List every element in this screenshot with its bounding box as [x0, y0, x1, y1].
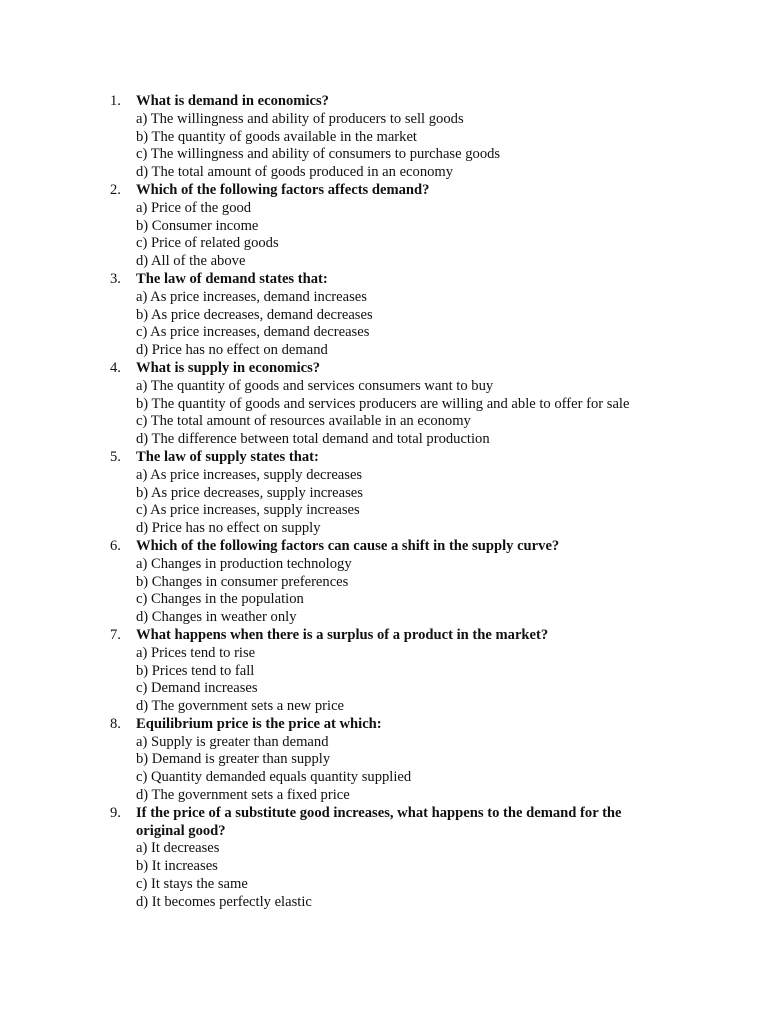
answer-option: b) The quantity of goods and services producers are willing and able to offer for sale — [136, 395, 630, 412]
answer-option: a) As price increases, demand increases — [136, 288, 367, 305]
answer-option: c) As price increases, supply increases — [136, 502, 360, 519]
answer-option: c) Demand increases — [136, 680, 258, 697]
answer-options — [136, 200, 670, 271]
question-item — [110, 182, 670, 271]
answer-option: d) Price has no effect on demand — [136, 342, 328, 359]
answer-options — [136, 556, 670, 627]
question-text: What is supply in economics? — [136, 359, 321, 376]
question-text: The law of supply states that: — [136, 448, 319, 465]
answer-options — [136, 734, 670, 805]
question-item — [110, 271, 670, 360]
answer-option: a) Price of the good — [136, 199, 252, 216]
answer-option: d) Price has no effect on supply — [136, 520, 321, 537]
question-text: Which of the following factors can cause a shift in the supply curve? — [136, 537, 560, 554]
answer-option: a) As price increases, supply decreases — [136, 466, 363, 483]
answer-option: b) As price decreases, demand decreases — [136, 306, 373, 323]
answer-option: b) It increases — [136, 858, 218, 875]
question-text: If the price of a substitute good increases, what happens to the demand for the original good? — [136, 804, 622, 839]
answer-options — [136, 289, 670, 360]
answer-option: d) The government sets a new price — [136, 698, 345, 715]
question-item — [110, 716, 670, 805]
answer-option: c) As price increases, demand decreases — [136, 324, 370, 341]
quiz-question-list — [110, 93, 670, 912]
answer-option: a) Changes in production technology — [136, 555, 352, 572]
question-number: 2. — [110, 181, 121, 198]
answer-option: a) Prices tend to rise — [136, 644, 256, 661]
question-text: Equilibrium price is the price at which: — [136, 715, 382, 732]
answer-option: d) The difference between total demand and total production — [136, 431, 490, 448]
answer-option: b) As price decreases, supply increases — [136, 484, 363, 501]
question-number: 4. — [110, 359, 121, 376]
question-text: What happens when there is a surplus of a product in the market? — [136, 626, 549, 643]
answer-option: c) Price of related goods — [136, 235, 279, 252]
question-item — [110, 538, 670, 627]
answer-option: d) The government sets a fixed price — [136, 787, 350, 804]
question-number: 5. — [110, 448, 121, 465]
question-item — [110, 360, 670, 449]
question-number: 3. — [110, 270, 121, 287]
answer-option: a) Supply is greater than demand — [136, 733, 329, 750]
answer-option: b) Demand is greater than supply — [136, 751, 331, 768]
question-text: The law of demand states that: — [136, 270, 328, 287]
answer-option: c) The total amount of resources available in an economy — [136, 413, 471, 430]
question-item — [110, 627, 670, 716]
answer-options — [136, 378, 670, 449]
question-number: 9. — [110, 804, 121, 821]
answer-option: c) Changes in the population — [136, 591, 304, 608]
answer-option: d) All of the above — [136, 253, 246, 270]
answer-option: b) Changes in consumer preferences — [136, 573, 349, 590]
answer-option: b) Prices tend to fall — [136, 662, 255, 679]
question-number: 7. — [110, 626, 121, 643]
answer-option: a) The quantity of goods and services consumers want to buy — [136, 377, 494, 394]
answer-option: d) It becomes perfectly elastic — [136, 893, 312, 910]
question-item — [110, 805, 670, 912]
answer-options — [136, 645, 670, 716]
answer-option: c) It stays the same — [136, 876, 248, 893]
answer-option: c) Quantity demanded equals quantity supplied — [136, 769, 412, 786]
answer-option: a) The willingness and ability of producers to sell goods — [136, 110, 464, 127]
answer-option: b) The quantity of goods available in the market — [136, 128, 417, 145]
question-text: What is demand in economics? — [136, 93, 329, 109]
answer-options — [136, 840, 670, 911]
answer-option: d) Changes in weather only — [136, 609, 297, 626]
question-text: Which of the following factors affects demand? — [136, 181, 430, 198]
question-number: 6. — [110, 537, 121, 554]
question-item — [110, 93, 670, 182]
question-number: 8. — [110, 715, 121, 732]
answer-option: d) The total amount of goods produced in an economy — [136, 164, 454, 181]
answer-option: a) It decreases — [136, 840, 220, 857]
question-number: 1. — [110, 93, 121, 109]
answer-options — [136, 111, 670, 182]
answer-options — [136, 467, 670, 538]
question-item — [110, 449, 670, 538]
answer-option: b) Consumer income — [136, 217, 259, 234]
answer-option: c) The willingness and ability of consumers to purchase goods — [136, 146, 501, 163]
